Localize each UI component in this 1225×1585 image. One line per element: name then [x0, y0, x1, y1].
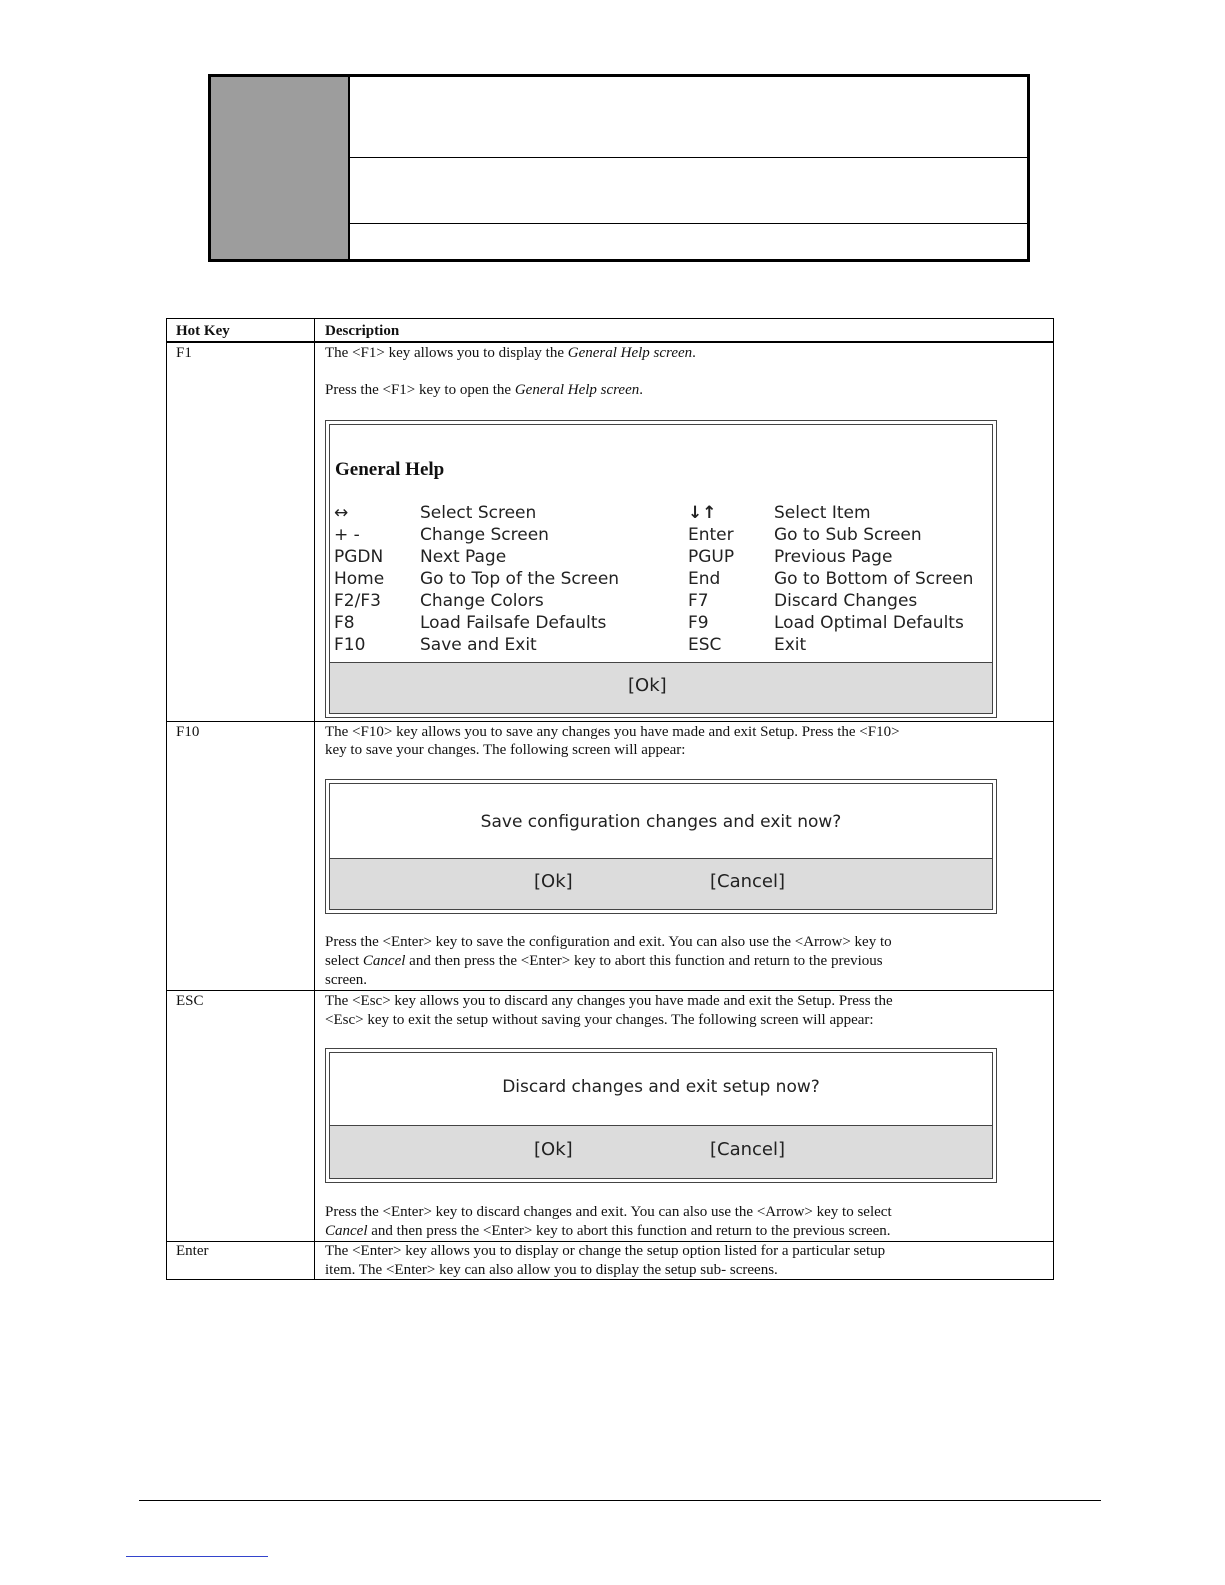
footer-rule — [139, 1500, 1101, 1501]
general-help-screen — [325, 420, 997, 718]
help-desc: Save and Exit — [420, 635, 537, 655]
hotkey-table — [166, 318, 1054, 1280]
f10-intro-line1: The <F10> key allows you to save any changes you have made and exit Setup. Press the <F10> — [325, 724, 900, 740]
f10-after-line3: screen. — [325, 972, 368, 988]
help-key: F9 — [688, 613, 709, 633]
header-description: Description — [325, 323, 400, 339]
esc-intro-line2: <Esc> key to exit the setup without saving your changes. The following screen will appear: — [325, 1012, 874, 1028]
help-desc: Go to Bottom of Screen — [774, 569, 974, 589]
help-desc: Exit — [774, 635, 807, 655]
summary-table-row — [211, 223, 1027, 259]
discard-dialog-button-bar — [330, 1125, 992, 1178]
esc-after-line2: Cancel and then press the <Enter> key to abort this function and return to the previous screen. — [325, 1223, 891, 1239]
help-key: ESC — [688, 635, 722, 655]
row-label-cell — [211, 157, 350, 223]
help-key: + - — [334, 525, 360, 545]
general-help-title: General Help — [335, 459, 445, 480]
header-rule — [167, 341, 1053, 343]
summary-table-row — [211, 157, 1027, 224]
help-key: PGUP — [688, 547, 735, 567]
help-desc: Load Failsafe Defaults — [420, 613, 607, 633]
enter-description-line1: The <Enter> key allows you to display or change the setup option listed for a particular setup — [325, 1243, 886, 1259]
down-up-arrow-icon: ↓↑ — [688, 503, 717, 523]
header-hot-key: Hot Key — [176, 323, 230, 339]
save-dialog-prompt: Save configuration changes and exit now? — [480, 812, 842, 832]
key-f1: F1 — [176, 345, 192, 361]
save-ok-button[interactable]: [Ok] — [534, 871, 573, 892]
general-help-window — [329, 424, 993, 714]
f1-description-line2: Press the <F1> key to open the General Help screen. — [325, 382, 643, 398]
f1-description-line1: The <F1> key allows you to display the General Help screen. — [325, 345, 696, 361]
help-key: F2/F3 — [334, 591, 381, 611]
footer-link-underline[interactable] — [126, 1556, 268, 1557]
help-desc: Go to Top of the Screen — [420, 569, 620, 589]
general-help-button-bar — [330, 662, 992, 713]
key-enter: Enter — [176, 1243, 209, 1259]
help-key: End — [688, 569, 721, 589]
save-dialog-window — [329, 783, 993, 910]
row-label-cell — [211, 223, 350, 259]
discard-cancel-button[interactable]: [Cancel] — [710, 1139, 786, 1160]
left-right-arrow-icon: ↔ — [334, 503, 349, 523]
row-rule — [167, 721, 1053, 722]
help-key: F7 — [688, 591, 709, 611]
discard-dialog-prompt: Discard changes and exit setup now? — [502, 1077, 820, 1097]
help-desc: Change Screen — [420, 525, 549, 545]
save-cancel-button[interactable]: [Cancel] — [710, 871, 786, 892]
help-ok-button[interactable]: [Ok] — [628, 675, 667, 696]
help-key: Enter — [688, 525, 734, 545]
column-divider — [314, 319, 315, 1279]
key-f10: F10 — [176, 724, 200, 740]
discard-dialog-window — [329, 1052, 993, 1179]
summary-table — [208, 74, 1030, 262]
save-dialog — [325, 779, 997, 914]
key-esc: ESC — [176, 993, 204, 1009]
help-desc: Change Colors — [420, 591, 544, 611]
discard-dialog — [325, 1048, 997, 1183]
row-rule — [167, 990, 1053, 991]
discard-ok-button[interactable]: [Ok] — [534, 1139, 573, 1160]
save-dialog-button-bar — [330, 858, 992, 909]
help-desc: Select Screen — [420, 503, 537, 523]
row-label-cell — [211, 77, 350, 157]
help-desc: Previous Page — [774, 547, 893, 567]
help-desc: Next Page — [420, 547, 507, 567]
help-key: F8 — [334, 613, 355, 633]
help-key: PGDN — [334, 547, 384, 567]
help-desc: Go to Sub Screen — [774, 525, 922, 545]
enter-description-line2: item. The <Enter> key can also allow you to display the setup sub- screens. — [325, 1262, 778, 1278]
help-key: F10 — [334, 635, 366, 655]
help-desc: Select Item — [774, 503, 871, 523]
help-key: Home — [334, 569, 385, 589]
help-desc: Load Optimal Defaults — [774, 613, 964, 633]
f10-after-line2: select Cancel and then press the <Enter> key to abort this function and return to the previous — [325, 953, 883, 969]
esc-after-line1: Press the <Enter> key to discard changes and exit. You can also use the <Arrow> key to select — [325, 1204, 892, 1220]
help-desc: Discard Changes — [774, 591, 918, 611]
esc-intro-line1: The <Esc> key allows you to discard any changes you have made and exit the Setup. Press the — [325, 993, 893, 1009]
f10-after-line1: Press the <Enter> key to save the configuration and exit. You can also use the <Arrow> key to — [325, 934, 892, 950]
summary-table-row — [211, 77, 1027, 158]
f10-intro-line2: key to save your changes. The following screen will appear: — [325, 742, 686, 758]
